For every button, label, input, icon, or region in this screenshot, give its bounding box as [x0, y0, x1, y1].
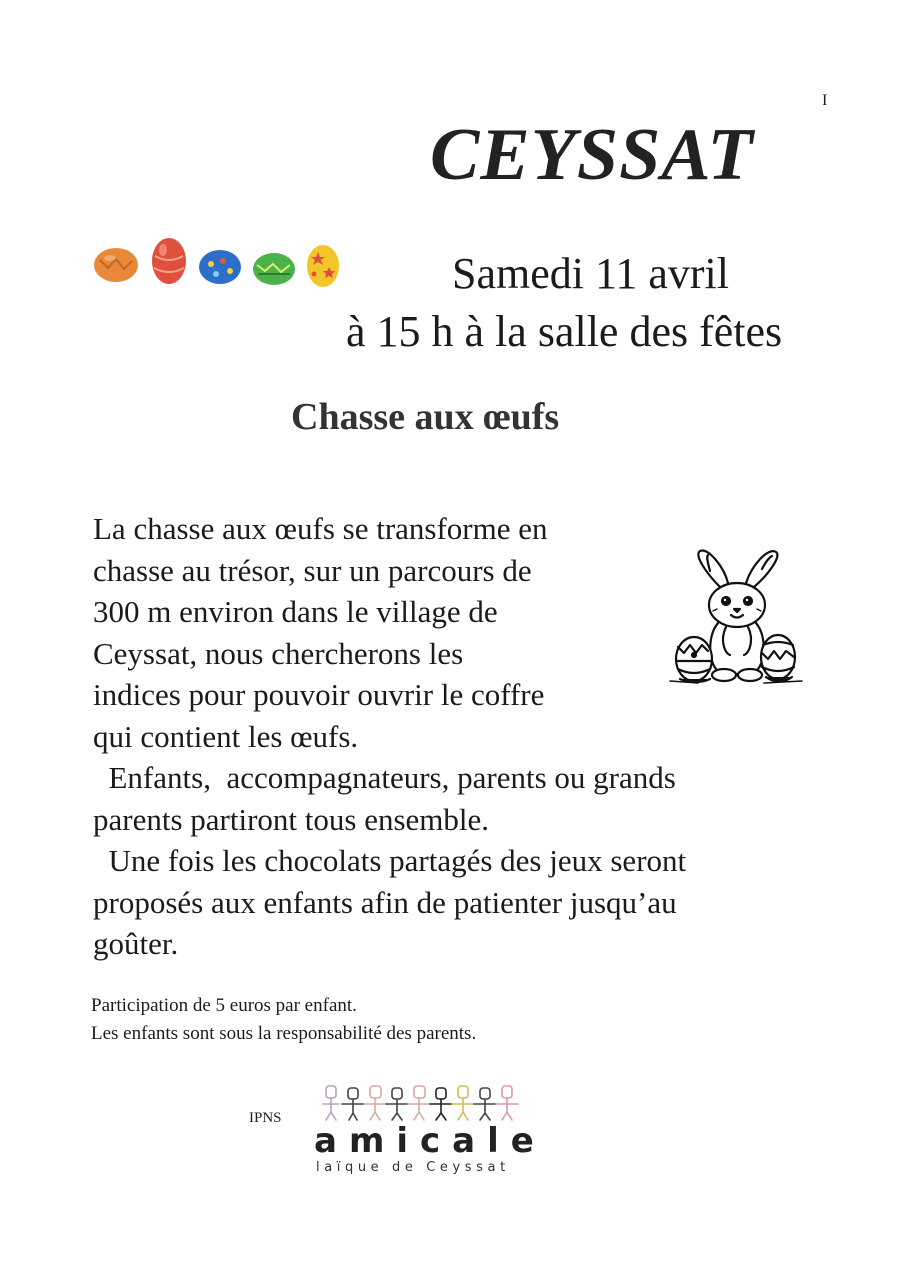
bunny-with-eggs-icon: [668, 543, 804, 689]
logo-subtitle: laïque de Ceyssat: [316, 1160, 510, 1175]
description-line: Une fois les chocolats partagés des jeux seront: [93, 843, 687, 878]
description-line: chasse au trésor, sur un parcours de: [93, 552, 532, 588]
yellow-star-egg-icon: [307, 245, 339, 287]
page-title: CEYSSAT: [430, 114, 754, 196]
description-line: indices pour pouvoir ouvrir le coffre: [93, 677, 545, 712]
description-line: parents partiront tous ensemble.: [93, 801, 490, 837]
description-line: qui contient les œufs.: [93, 718, 359, 754]
responsibility-note: Les enfants sont sous la responsabilité des parents.: [91, 1023, 477, 1044]
event-title: Chasse aux œufs: [291, 396, 560, 438]
event-time-location: à 15 h à la salle des fêtes: [346, 307, 783, 356]
ipns-label: IPNS: [249, 1110, 282, 1126]
orange-egg-icon: [94, 248, 138, 282]
description-line: Ceyssat, nous chercherons les: [93, 635, 464, 671]
event-date: Samedi 11 avril: [452, 249, 729, 298]
description-line: La chasse aux œufs se transforme en: [93, 511, 548, 546]
red-egg-icon: [152, 238, 186, 284]
page-mark: I: [822, 92, 828, 109]
easter-eggs-illustration: [92, 234, 347, 294]
footer-notes: [91, 992, 476, 1048]
description-line: proposés aux enfants afin de patienter jusqu’au: [93, 884, 677, 920]
logo-amicale: amicale: [314, 1121, 546, 1161]
green-egg-icon: [253, 253, 295, 285]
description-line: Enfants, accompagnateurs, parents ou grands: [93, 760, 676, 795]
participation-note: Participation de 5 euros par enfant.: [91, 995, 357, 1016]
description-line: 300 m environ dans le village de: [93, 594, 498, 629]
blue-egg-icon: [199, 250, 241, 284]
description-line: goûter.: [93, 926, 179, 961]
